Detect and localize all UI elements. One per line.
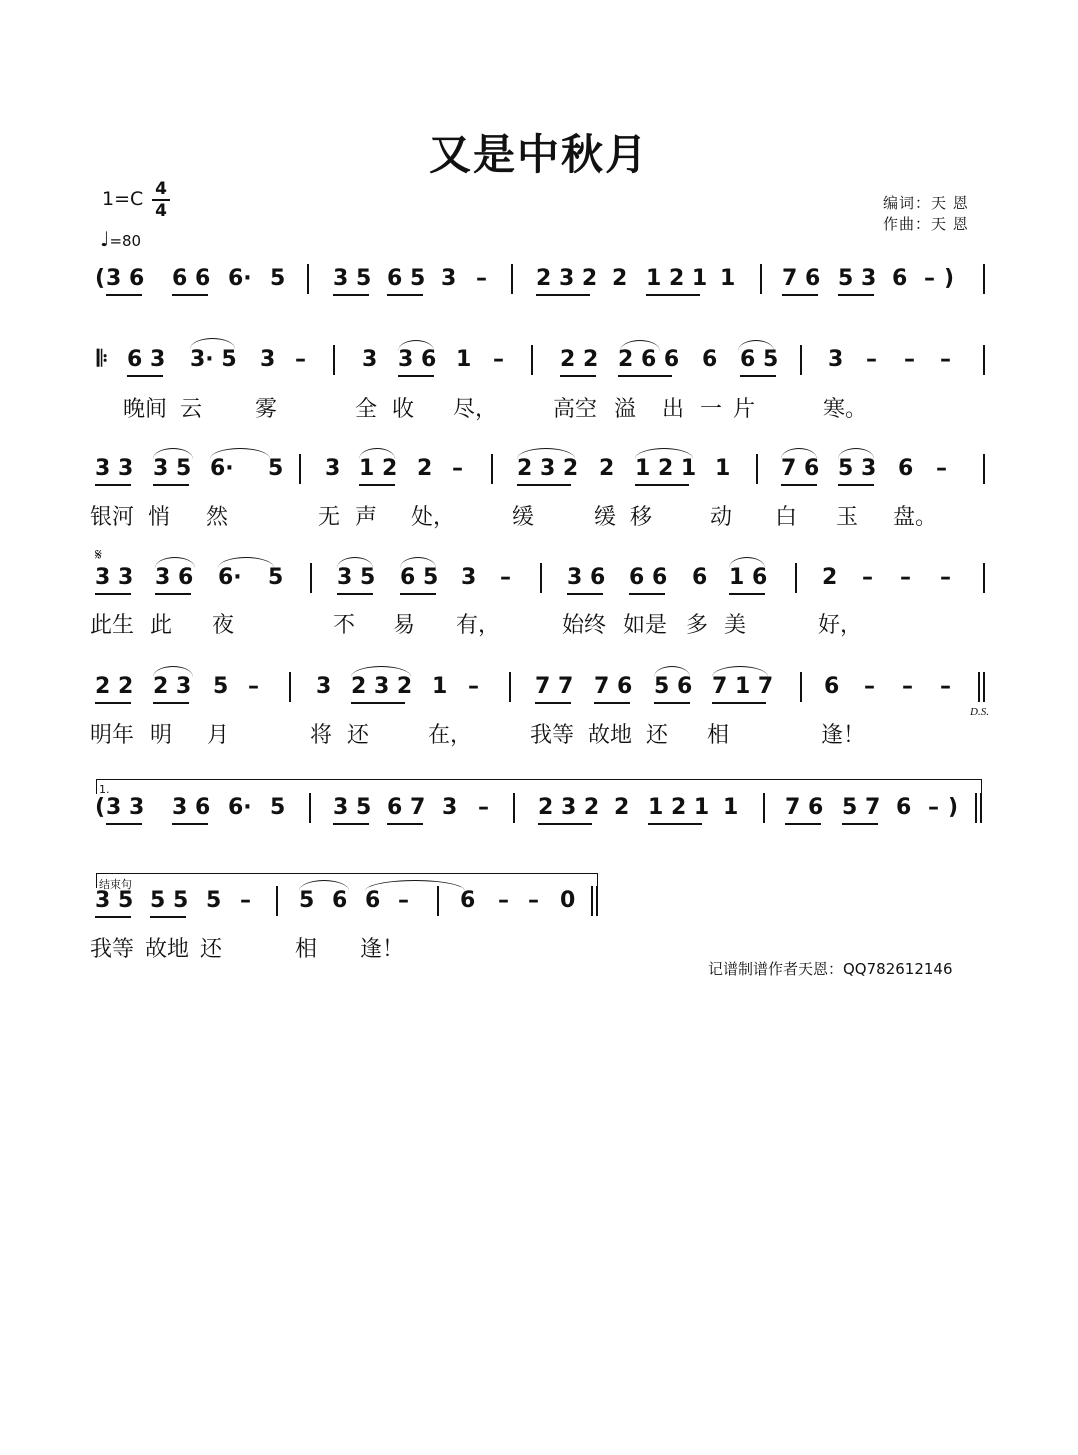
note-group: – [398,888,409,913]
beam-line [333,823,369,825]
note-group: 6 7 [387,795,426,820]
barline [760,264,762,294]
note-group: 3 6 [155,565,194,590]
note-group: 0 [560,888,576,913]
lyric-syllable: 夜 [212,613,235,638]
note-group: – [862,565,873,590]
beam-line [648,823,702,825]
lyric-syllable: 动 [710,505,733,530]
note-group: 6 3 [127,347,166,372]
key-signature: 1=C [102,188,144,210]
note-group: 3 [316,674,332,699]
note-group: 2 3 2 [536,266,598,291]
beam-line [150,916,186,918]
barline [310,563,312,593]
note-group: 6 [460,888,476,913]
lyric-syllable: 我等 [530,723,575,748]
note-group: – [468,674,479,699]
ending-label: 结束句 [99,878,132,891]
note-group: 3 5 [333,795,372,820]
beam-line [781,484,817,486]
note-group: 3 [325,456,341,481]
note-group: 2 [417,456,433,481]
beam-line [95,916,131,918]
beam-line [594,702,630,704]
barline [800,345,802,375]
slur-arc [351,666,411,677]
note-group: 3 [461,565,477,590]
note-group: 6 [892,266,908,291]
note-group: 6· [218,565,242,590]
note-group: – [498,888,509,913]
barline [596,886,598,916]
note-group: 1 [715,456,731,481]
beam-line [106,823,142,825]
slur-arc [654,666,690,677]
note-group: ( [95,795,106,820]
note-group: 2 2 [95,674,134,699]
beam-line [153,702,189,704]
beam-line [172,823,208,825]
barline [540,563,542,593]
lyric-syllable: 有， [456,613,501,638]
lyric-syllable: 缓 [512,505,535,530]
note-group: 7 6 [785,795,824,820]
barline [800,672,802,702]
note-group: 5 7 [842,795,881,820]
note-group: – [452,456,463,481]
note-group: – [295,347,306,372]
final-barline [975,793,977,823]
lyric-syllable: 多 [686,613,709,638]
slur-arc [155,557,195,568]
barline [309,793,311,823]
note-group: 3 5 [153,456,192,481]
lyric-syllable: 寒。 [823,397,868,422]
lyric-syllable: 月 [207,723,230,748]
note-group: – [936,456,947,481]
beam-line [155,593,191,595]
lyric-syllable: 缓 [594,505,617,530]
beam-line [95,702,131,704]
note-group: 3 3 [106,795,145,820]
ending-bracket [96,873,598,888]
beam-line [838,294,874,296]
slur-arc [190,338,235,349]
lyric-syllable: 晚间 [123,397,168,422]
slur-arc [337,557,373,568]
lyric-syllable: 不 [333,613,356,638]
note-group: – [493,347,504,372]
note-group: 6 [365,888,381,913]
beam-line [153,484,189,486]
lyric-syllable: 好， [818,613,863,638]
lyric-syllable: 云 [180,397,203,422]
note-group: 1 2 1 [635,456,697,481]
note-group: 6 [896,795,912,820]
lyric-syllable: 此 [150,613,173,638]
note-group: – [476,266,487,291]
note-group: – [904,347,915,372]
lyric-syllable: 全 [355,397,378,422]
note-group: 3 [828,347,844,372]
note-group: 2 2 [560,347,599,372]
barline [983,345,985,375]
note-group: 2 3 2 [351,674,413,699]
note-group: 7 6 [594,674,633,699]
barline [491,454,493,484]
tempo-value: =80 [109,232,142,250]
lyric-syllable: 出 [662,397,685,422]
note-group: – [866,347,877,372]
note-group: 6 6 [172,266,211,291]
footer-credit: 记谱制谱作者天恩：QQ782612146 [708,960,953,978]
note-group: 5 [213,674,229,699]
note-group: 6· [210,456,234,481]
slur-arc [359,448,395,459]
beam-line [712,702,766,704]
segno-mark: 𝄋 [95,545,102,564]
barline [307,264,309,294]
note-group: 3 [441,266,457,291]
lyric-syllable: 故地 [588,723,633,748]
note-group: 5 [268,565,284,590]
beam-line [359,484,395,486]
beam-line [400,593,436,595]
lyric-syllable: 相 [295,937,318,962]
barline [795,563,797,593]
barline [983,672,985,702]
lyric-syllable: 玉 [836,505,859,530]
note-group: 3 3 [95,565,134,590]
lyric-syllable: 尽， [453,397,498,422]
note-group: 1 [456,347,472,372]
note-group: 6 [702,347,718,372]
beam-line [635,484,689,486]
note-group: 5 [270,266,286,291]
note-group: 5 5 [150,888,189,913]
lyric-syllable: 雾 [255,397,278,422]
note-group: 1 6 [729,565,768,590]
final-barline [591,886,593,916]
beam-line [740,375,776,377]
note-group: 6 5 [387,266,426,291]
page-title: 又是中秋月 [428,130,649,179]
note-group: – [240,888,251,913]
beam-line [729,593,765,595]
note-group: 3 5 [337,565,376,590]
note-group: 3 [260,347,276,372]
note-group: 7 7 [535,674,574,699]
slur-arc [398,340,434,351]
lyric-syllable: 如是 [623,613,668,638]
composer-credit: 作曲：天 恩 [883,215,969,233]
lyric-syllable: 声 [355,505,378,530]
note-group: ) [944,266,955,291]
barline [980,793,982,823]
note-group: 2 [612,266,628,291]
beam-line [172,294,208,296]
note-group: 2 3 2 [538,795,600,820]
note-group: 3 6 [567,565,606,590]
note-group: 7 1 7 [712,674,774,699]
beam-line [654,702,690,704]
note-group: 3 6 [398,347,437,372]
beam-line [629,593,665,595]
beam-line [618,375,672,377]
note-group: 5 3 [838,456,877,481]
note-group: 6 [692,565,708,590]
slur-arc [838,448,874,459]
beam-line [535,702,571,704]
barline [983,264,985,294]
lyric-syllable: 无 [318,505,341,530]
note-group: 1 [720,266,736,291]
lyric-syllable: 移 [630,505,653,530]
note-group: 1 2 1 [648,795,710,820]
note-group: 1 [432,674,448,699]
lyric-syllable: 还 [347,723,370,748]
note-group: 6 [332,888,348,913]
lyric-syllable: 还 [646,723,669,748]
quarter-note-icon: ♩ [100,227,110,251]
beam-line [646,294,700,296]
barline [531,345,533,375]
slur-arc [153,666,193,677]
beam-line [337,593,373,595]
note-group: – [900,565,911,590]
slur-arc [210,448,270,459]
note-group: 7 6 [782,266,821,291]
note-group: 6 6 [629,565,668,590]
barline [289,672,291,702]
lyric-syllable: 明年 [90,723,135,748]
note-group: 7 6 [781,456,820,481]
beam-line [106,294,142,296]
lyric-syllable: 然 [206,505,229,530]
beam-line [838,484,874,486]
slur-arc [218,557,274,568]
note-group: 1 [723,795,739,820]
barline [983,454,985,484]
time-signature-top: 4 [155,179,167,199]
barline [513,793,515,823]
barline [299,454,301,484]
slur-arc [517,448,575,459]
slur-arc [400,557,436,568]
lyric-syllable: 将 [310,723,333,748]
note-group: 2 [614,795,630,820]
barline [983,563,985,593]
note-group: 3 [442,795,458,820]
beam-line [387,294,423,296]
note-group: – [928,795,939,820]
note-group: – [528,888,539,913]
barline [333,345,335,375]
note-group: – [902,674,913,699]
note-group: 2 [822,565,838,590]
note-group: 3· 5 [190,347,237,372]
lyric-syllable: 故地 [145,937,190,962]
note-group: 2 [599,456,615,481]
time-signature-bottom: 4 [155,201,167,221]
ds-mark: D.S. [970,706,989,718]
note-group: 3 5 [95,888,134,913]
volta-label: 1. [99,783,110,796]
barline [511,264,513,294]
beam-line [560,375,596,377]
lyric-syllable: 我等 [90,937,135,962]
note-group: 1 2 1 [646,266,708,291]
lyric-syllable: 逢！ [821,723,866,748]
beam-line [842,823,878,825]
note-group: 6 [824,674,840,699]
beam-line [538,823,592,825]
note-group: 3 3 [95,456,134,481]
lyricist-credit: 编词：天 恩 [883,194,969,212]
beam-line [785,823,821,825]
note-group: 3 6 [172,795,211,820]
note-group: 5 [270,795,286,820]
beam-line [95,593,131,595]
lyric-syllable: 处， [411,505,456,530]
lyric-syllable: 还 [200,937,223,962]
lyric-syllable: 明 [150,723,173,748]
barline [763,793,765,823]
note-group: ) [948,795,959,820]
note-group: 5 [299,888,315,913]
lyric-syllable: 盘。 [893,505,938,530]
tempo-marking [100,227,142,251]
lyric-syllable: 美 [724,613,747,638]
note-group: – [924,266,935,291]
lyric-syllable: 此生 [90,613,135,638]
barline [509,672,511,702]
beam-line [398,375,434,377]
beam-line [517,484,571,486]
lyric-syllable: 溢 [614,397,637,422]
note-group: 3 6 [106,266,145,291]
slur-arc [620,340,660,351]
beam-line [782,294,818,296]
slur-arc [738,340,774,351]
beam-line [333,294,369,296]
barline [276,886,278,916]
lyric-syllable: 易 [393,613,416,638]
beam-line [536,294,590,296]
note-group: 1 2 [359,456,398,481]
note-group: – [478,795,489,820]
lyric-syllable: 始终 [562,613,607,638]
note-group: 5 3 [838,266,877,291]
note-group: ( [95,266,106,291]
note-group: 3 5 [333,266,372,291]
lyric-syllable: 高空 [553,397,598,422]
final-barline [978,672,980,702]
lyric-syllable: 相 [707,723,730,748]
slur-arc [635,448,693,459]
note-group: – [940,674,951,699]
beam-line [387,823,423,825]
note-group: 3 [362,347,378,372]
note-group: 5 6 [654,674,693,699]
note-group: – [500,565,511,590]
lyric-syllable: 白 [775,505,798,530]
slur-arc [712,666,768,677]
note-group: – [940,565,951,590]
lyric-syllable: 悄 [148,505,171,530]
volta-bracket [96,779,982,794]
time-signature [152,180,170,220]
note-group: 2 3 [153,674,192,699]
beam-line [351,702,405,704]
slur-arc [153,448,193,459]
slur-arc [781,448,817,459]
note-group: 2 6 6 [618,347,680,372]
note-group: – [940,347,951,372]
note-group: – [864,674,875,699]
barline [756,454,758,484]
note-group: 6 [898,456,914,481]
note-group: – [248,674,259,699]
beam-line [127,375,163,377]
note-group: 6· [228,266,252,291]
lyric-syllable: 收 [392,397,415,422]
lyric-syllable: 逢！ [360,937,405,962]
note-group: 5 [206,888,222,913]
lyric-syllable: 一 [700,397,723,422]
note-group: 6 5 [400,565,439,590]
note-group: 6 5 [740,347,779,372]
lyric-syllable: 在， [428,723,473,748]
lyric-syllable: 片 [733,397,756,422]
lyric-syllable: 银河 [90,505,135,530]
note-group: 5 [268,456,284,481]
beam-line [95,484,131,486]
note-group: 6· [228,795,252,820]
beam-line [567,593,603,595]
note-group: 2 3 2 [517,456,579,481]
slur-arc [729,557,765,568]
note-group: 𝄆 [97,347,108,372]
